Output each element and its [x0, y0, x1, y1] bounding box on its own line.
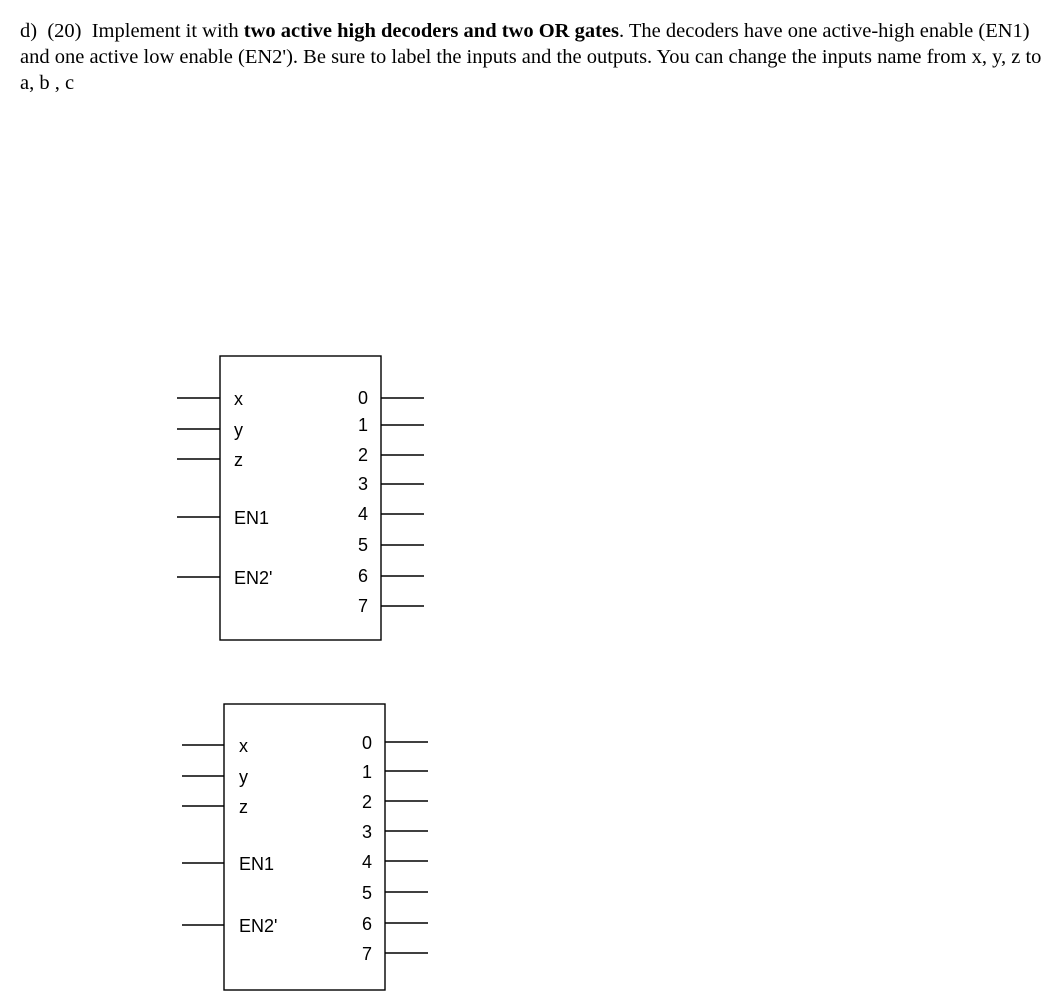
decoder-1-en2-label: EN2' [234, 568, 273, 588]
decoder-2-output-0-label: 0 [362, 733, 373, 753]
part-label: d) [20, 20, 38, 42]
decoder-1-output-6-label: 6 [358, 566, 369, 586]
decoder-2-input-y-label: y [239, 767, 248, 787]
decoder-2-output-5-label: 5 [362, 883, 373, 903]
decoder-1-input-z-label: z [234, 450, 243, 470]
decoder-2-output-4-label: 4 [362, 852, 373, 872]
decoder-1-output-0-label: 0 [358, 388, 369, 408]
problem-text-start: Implement it with [91, 20, 244, 42]
decoder-1-output-3-label: 3 [358, 474, 369, 494]
decoder-1-output-2-label: 2 [358, 445, 369, 465]
decoder-1-output-5-label: 5 [358, 535, 369, 555]
problem-text-end: . The decoders have one active-high enable (EN1) and one active low enable (EN2'). Be sure to label the inputs and the outputs. You can change the inputs name from x, y, z to a, b , c [20, 20, 1042, 94]
decoder-2-en1-label: EN1 [239, 854, 275, 874]
decoder-2-output-6-label: 6 [362, 914, 373, 934]
decoder-2-output-3-label: 3 [362, 822, 373, 842]
decoder-1-body [220, 356, 381, 640]
decoder-2 [182, 704, 428, 990]
decoder-1-en1-label: EN1 [234, 508, 270, 528]
decoder-2-body [224, 704, 385, 990]
decoder-1-input-x-label: x [234, 389, 243, 409]
points-label: (20) [47, 20, 82, 42]
decoder-2-input-z-label: z [239, 797, 248, 817]
decoder-1-output-7-label: 7 [358, 596, 369, 616]
decoder-1-output-1-label: 1 [358, 415, 369, 435]
decoder-2-output-2-label: 2 [362, 792, 373, 812]
decoder-2-output-1-label: 1 [362, 762, 373, 782]
problem-bold-text: two active high decoders and two OR gates [243, 20, 620, 42]
decoder-2-en2-label: EN2' [239, 916, 278, 936]
decoder-1-input-y-label: y [234, 420, 243, 440]
decoder-1 [177, 356, 424, 640]
decoder-1-output-4-label: 4 [358, 504, 369, 524]
decoder-2-input-x-label: x [239, 736, 248, 756]
decoder-2-output-7-label: 7 [362, 944, 373, 964]
